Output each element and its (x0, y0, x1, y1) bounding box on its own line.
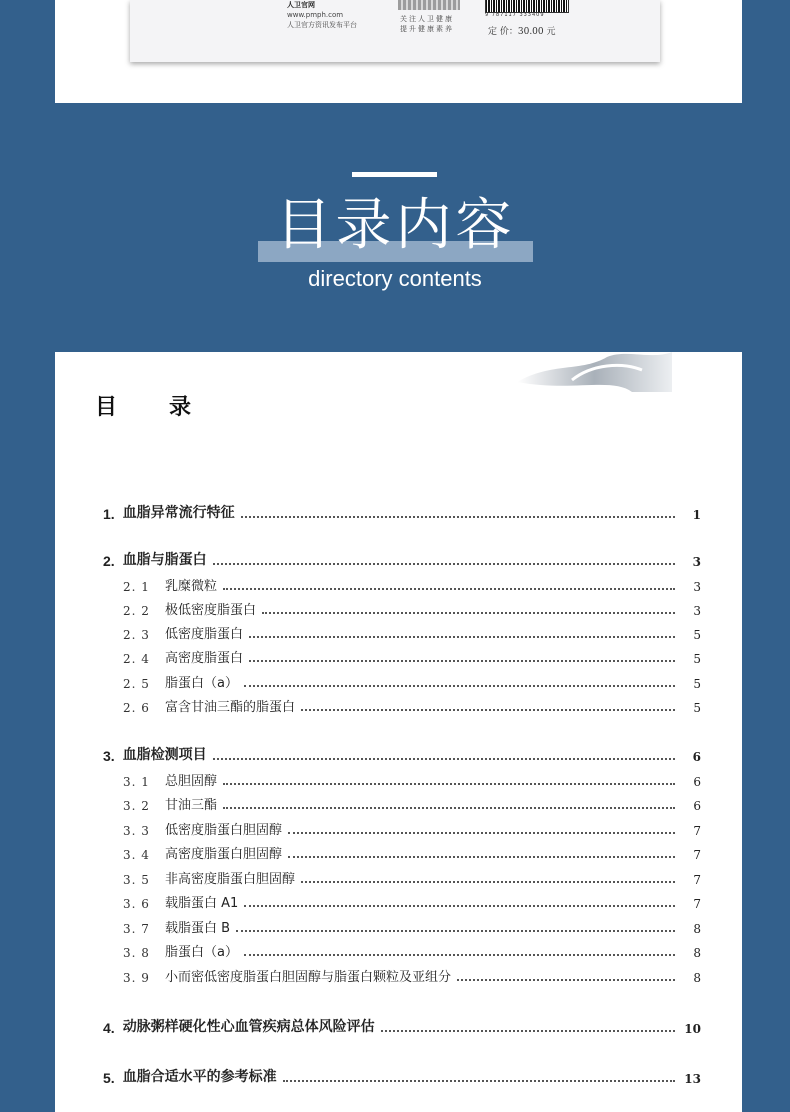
dot-leader (223, 588, 675, 590)
follow-text (400, 14, 454, 34)
dot-leader (223, 807, 675, 809)
toc-heading-char-2: 录 (169, 395, 192, 420)
entry-number: 2. 4 (123, 652, 150, 666)
toc-entry[interactable] (103, 916, 701, 936)
decorative-line (352, 172, 437, 177)
dot-leader (301, 709, 675, 711)
entry-number: 2. (103, 553, 115, 569)
entry-title: 高密度脂蛋白胆固醇 (165, 847, 283, 862)
entry-page: 3 (693, 604, 701, 618)
entry-number: 3. 3 (123, 824, 150, 838)
entry-number: 2. 1 (123, 580, 150, 594)
entry-title: 低密度脂蛋白 (165, 627, 244, 642)
entry-title: 载脂蛋白 B (165, 921, 231, 936)
entry-number: 5. (103, 1070, 115, 1086)
isbn-digits: 9 787117 333409 (485, 12, 545, 18)
entry-title: 总胆固醇 (165, 774, 218, 789)
entry-page: 5 (693, 652, 701, 666)
entry-number: 3. 1 (123, 775, 150, 789)
website-url: www.pmph.com (287, 11, 344, 19)
entry-page: 8 (693, 922, 701, 936)
entry-page: 7 (693, 873, 701, 887)
entry-number: 2. 6 (123, 701, 150, 715)
toc-entry[interactable] (103, 1016, 701, 1036)
entry-number: 2. 2 (123, 604, 150, 618)
book-back-cover (130, 0, 660, 62)
book-preview-card (55, 0, 742, 103)
entry-page: 3 (692, 555, 701, 569)
toc-entry[interactable] (103, 891, 701, 911)
entry-page: 6 (692, 750, 701, 764)
entry-page: 7 (693, 824, 701, 838)
publisher-info (287, 0, 357, 30)
toc-entry[interactable] (103, 549, 701, 569)
entry-page: 8 (693, 971, 701, 985)
entry-page: 5 (693, 628, 701, 642)
entry-page: 8 (693, 946, 701, 960)
entry-title: 小而密低密度脂蛋白胆固醇与脂蛋白颗粒及亚组分 (165, 970, 452, 985)
section-subtitle: directory contents (308, 266, 482, 291)
toc-entry[interactable] (103, 646, 701, 666)
toc-entry[interactable] (103, 744, 701, 764)
page-decoration (512, 352, 672, 392)
dot-leader (288, 832, 675, 834)
toc-entry[interactable] (103, 695, 701, 715)
follow-line-1: 关注人卫健康 (400, 15, 454, 23)
entry-title: 高密度脂蛋白 (165, 651, 244, 666)
entry-page: 5 (693, 677, 701, 691)
dot-leader (381, 1030, 675, 1032)
toc-entry[interactable] (103, 622, 701, 642)
entry-number: 3. 6 (123, 897, 150, 911)
entry-page: 1 (692, 508, 701, 522)
entry-title: 血脂异常流行特征 (122, 505, 235, 521)
book-price: 定 价：30.00 元 (488, 27, 556, 37)
toc-entry[interactable] (103, 793, 701, 813)
toc-entry[interactable] (103, 502, 701, 522)
dot-leader (244, 905, 675, 907)
toc-entry[interactable] (103, 867, 701, 887)
toc-entry[interactable] (103, 769, 701, 789)
toc-page (55, 352, 742, 1112)
entry-title: 非高密度脂蛋白胆固醇 (165, 872, 296, 887)
dot-leader (301, 881, 675, 883)
entry-page: 7 (693, 848, 701, 862)
entry-number: 3. 4 (123, 848, 150, 862)
entry-page: 3 (693, 580, 701, 594)
entry-page: 7 (693, 897, 701, 911)
entry-number: 4. (103, 1020, 115, 1036)
entry-number: 3. 7 (123, 922, 150, 936)
entry-number: 3. 5 (123, 873, 150, 887)
dot-leader (213, 758, 675, 760)
dot-leader (241, 516, 675, 518)
entry-number: 1. (103, 506, 115, 522)
toc-entry[interactable] (103, 818, 701, 838)
toc-entry[interactable] (103, 598, 701, 618)
dot-leader (244, 685, 675, 687)
entry-title: 血脂与脂蛋白 (122, 552, 207, 568)
follow-line-2: 提升健康素养 (400, 25, 454, 33)
entry-title: 乳糜微粒 (165, 579, 218, 594)
dot-leader (244, 954, 675, 956)
toc-entry[interactable] (103, 842, 701, 862)
qr-code-icon (398, 0, 460, 10)
dot-leader (236, 930, 675, 932)
dot-leader (223, 783, 675, 785)
dot-leader (213, 563, 675, 565)
entry-number: 2. 5 (123, 677, 150, 691)
toc-entry[interactable] (103, 671, 701, 691)
entry-title: 血脂检测项目 (122, 747, 207, 763)
entry-page: 6 (693, 775, 701, 789)
entry-page: 6 (693, 799, 701, 813)
entry-number: 3. 8 (123, 946, 150, 960)
entry-title: 动脉粥样硬化性心血管疾病总体风险评估 (122, 1019, 375, 1035)
dot-leader (249, 660, 675, 662)
entry-title: 脂蛋白（a） (165, 945, 238, 960)
dot-leader (457, 979, 675, 981)
entry-title: 低密度脂蛋白胆固醇 (165, 823, 283, 838)
entry-page: 5 (693, 701, 701, 715)
dot-leader (288, 856, 675, 858)
platform-text: 人卫官方资讯发布平台 (287, 21, 357, 29)
entry-title: 甘油三酯 (165, 798, 218, 813)
entry-title: 脂蛋白（a） (165, 676, 238, 691)
entry-number: 3. 2 (123, 799, 150, 813)
entry-title: 血脂合适水平的参考标准 (122, 1069, 277, 1085)
website-label: 人卫官网 (287, 1, 315, 9)
entry-number: 3. 9 (123, 971, 150, 985)
entry-title: 富含甘油三酯的脂蛋白 (165, 700, 296, 715)
toc-heading-char-1: 目 (95, 395, 118, 420)
entry-number: 3. (103, 748, 115, 764)
entry-number: 2. 3 (123, 628, 150, 642)
dot-leader (283, 1080, 675, 1082)
toc-entry[interactable] (103, 1066, 701, 1086)
dot-leader (262, 612, 675, 614)
toc-entry[interactable] (103, 965, 701, 985)
toc-entry[interactable] (103, 574, 701, 594)
dot-leader (249, 636, 675, 638)
entry-title: 载脂蛋白 A1 (165, 896, 239, 911)
toc-heading (95, 390, 191, 421)
entry-title: 极低密度脂蛋白 (165, 603, 257, 618)
entry-page: 10 (684, 1022, 701, 1036)
entry-page: 13 (684, 1072, 701, 1086)
toc-entry[interactable] (103, 940, 701, 960)
section-title: 目录内容 (275, 193, 516, 258)
